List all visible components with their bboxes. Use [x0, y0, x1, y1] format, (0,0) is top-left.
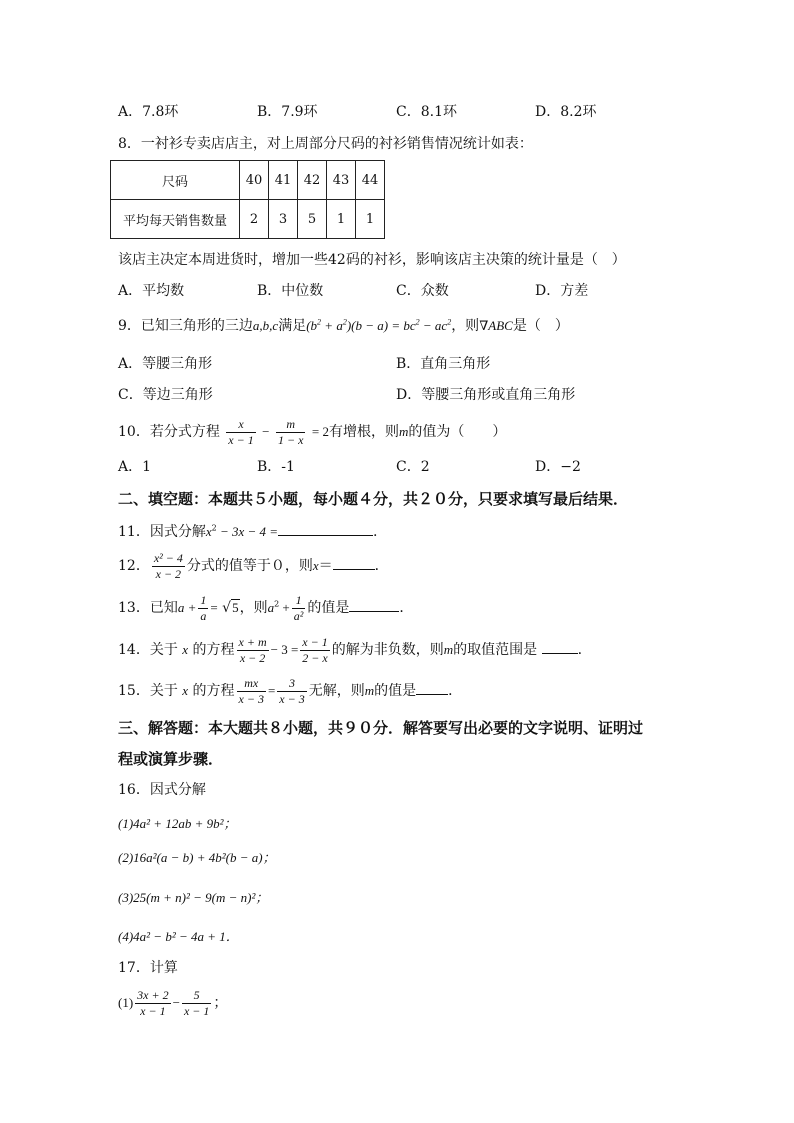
q12-fraction [152, 551, 185, 582]
q13-fraction-2 [292, 593, 306, 624]
q15-end: ． [448, 683, 463, 699]
q9-option-c[interactable]: C．等边三角形 [118, 387, 213, 403]
q8-stem: 8．一衬衫专卖店店主，对上周部分尺码的衬衫销售情况统计如表： [118, 136, 533, 152]
table-head-size: 尺码 [111, 161, 240, 200]
frac-den: 2 − x [302, 650, 328, 665]
frac-num: 3 [277, 676, 306, 692]
frac-den: 1 − x [277, 432, 304, 447]
q11-end: . [373, 524, 378, 540]
q9-mid: 满足 [278, 318, 307, 334]
section-2-heading: 二、填空题：本题共５小题，每小题４分，共２０分，只要求填写最后结果． [118, 490, 629, 508]
q16-title: 16．因式分解 [118, 782, 206, 798]
section-3-heading-line2: 程或演算步骤． [118, 750, 224, 768]
q13-eq: = [210, 600, 218, 615]
q8-option-d[interactable]: D．方差 [535, 283, 589, 299]
q16-part-4: (4)4a² − b² − 4a + 1． [118, 929, 239, 944]
q14-end: . [577, 642, 583, 658]
q9-eq-part: (b [306, 318, 318, 333]
q15-fraction-2 [277, 676, 306, 707]
q10-option-c[interactable]: C．2 [396, 459, 430, 475]
frac-den: a² [293, 608, 304, 623]
q15-text2: 无解，则 [308, 683, 365, 699]
q17-minus: − [172, 995, 180, 1010]
size-cell: 40 [240, 161, 269, 200]
q10-option-d[interactable]: D．−2 [535, 459, 581, 475]
count-cell: 5 [298, 200, 327, 239]
q8-size-table [110, 160, 385, 239]
q8-option-b[interactable]: B．中位数 [257, 283, 324, 299]
q12-text: 分式的值等于０，则 [186, 558, 313, 574]
frac-den: x − 1 [140, 1003, 166, 1018]
frac-den: x − 3 [279, 691, 305, 706]
frac-den: x − 2 [155, 566, 182, 581]
q9-option-a[interactable]: A．等腰三角形 [118, 356, 213, 372]
q17-title: 17．计算 [118, 960, 178, 976]
q9-vars: a,b,c [252, 318, 279, 333]
q10-fraction-2 [276, 417, 305, 448]
q7-option-c[interactable]: C．8.1环 [396, 104, 457, 120]
section-3-heading-line1: 三、解答题：本大题共８小题，共９０分．解答要写出必要的文字说明、证明过 [118, 719, 644, 737]
q12-var-x: x [312, 558, 319, 573]
q9-eq-part: + a [321, 318, 343, 333]
q13-fraction-1 [198, 593, 208, 624]
q7-option-a[interactable]: A．7.8环 [118, 104, 179, 120]
q14-fraction-2 [300, 635, 329, 666]
q13: 13．已知a + $\frac{1}{a}$ = √5，则$a^2$ + $\frac{1}{\text{a²}}$ 的值是 ． [118, 592, 414, 623]
q13-plus: + [279, 600, 290, 615]
q9-end-prefix: ，则 [451, 318, 480, 334]
size-cell: 42 [298, 161, 327, 200]
q13-end: 的值是 [307, 600, 350, 616]
q17-part-1 [118, 985, 227, 1021]
q17-p1-prefix: (1) [118, 995, 134, 1010]
count-cell: 1 [356, 200, 385, 239]
frac-num: x − 1 [302, 634, 328, 649]
frac-den: x − 2 [239, 650, 266, 665]
q15-prefix: 15．关于 [118, 683, 178, 699]
q15-eq: = [267, 683, 276, 698]
q13-answer-blank[interactable] [349, 597, 399, 612]
q7-option-b[interactable]: B．7.9环 [257, 104, 318, 120]
q9-option-b[interactable]: B．直角三角形 [396, 356, 491, 372]
q16-part-1: (1)4a² + 12ab + 9b²； [118, 816, 237, 831]
size-cell: 44 [356, 161, 385, 200]
q12-end: ． [374, 558, 389, 574]
count-cell: 3 [269, 200, 298, 239]
q15 [118, 673, 462, 709]
q9-prefix: 9．已知三角形的三边 [118, 318, 253, 334]
frac-num: 5 [182, 988, 211, 1004]
q10-stem [118, 414, 506, 450]
q10-fraction-1 [226, 417, 255, 448]
q11-prefix: 11．因式分解 [118, 524, 206, 540]
q15-answer-blank[interactable] [416, 680, 448, 695]
q14-text3: 的取值范围是 [453, 642, 538, 658]
frac-num: x² − 4 [153, 550, 183, 565]
q14-answer-blank[interactable] [542, 639, 578, 654]
count-cell: 1 [327, 200, 356, 239]
q9-option-d[interactable]: D．等腰三角形或直角三角形 [396, 387, 576, 403]
q13-expr: a + [177, 600, 197, 615]
q13-prefix: 13．已知 [118, 600, 178, 616]
frac-num: 1 [292, 593, 306, 609]
count-cell: 2 [240, 200, 269, 239]
q13-mid: ，则 [239, 600, 268, 616]
q14-prefix: 14．关于 [118, 642, 178, 658]
q10-suffix2: 的值为（ ） [408, 424, 507, 440]
q10-option-b[interactable]: B．-1 [257, 459, 295, 475]
q11-expr: − 3x − 4 = [216, 524, 279, 539]
q11-answer-blank[interactable] [278, 521, 373, 536]
q15-text1: 的方程 [192, 683, 235, 699]
q10-prefix: 10．若分式方程 [118, 424, 220, 440]
frac-num: 1 [200, 592, 207, 607]
q14-minus3: − 3 = [270, 642, 299, 657]
q9-equation: $(b^2 + a^2)(b - a) = bc^2 - ac^2$ [306, 317, 452, 333]
frac-den: x − 1 [228, 432, 254, 447]
q9-triangle: ∇ABC [479, 318, 513, 333]
q13-period: ． [399, 600, 414, 616]
q16-part-2: (2)16a²(a − b) + 4b²(b − a)； [118, 850, 276, 865]
q14-var-m: m [443, 642, 454, 657]
q17-fraction-2 [182, 988, 211, 1019]
q11-expr: x [205, 524, 212, 539]
frac-den: x − 1 [183, 1003, 210, 1018]
q8-option-a[interactable]: A．平均数 [118, 283, 185, 299]
q12-eq: ＝ [318, 558, 333, 574]
size-cell: 41 [269, 161, 298, 200]
frac-num: x + m [238, 634, 267, 649]
frac-num: m [276, 417, 305, 433]
q15-text3: 的值是 [374, 683, 417, 699]
q14-fraction-1 [237, 635, 269, 666]
q8-option-c[interactable]: C．众数 [396, 283, 449, 299]
q12-prefix: 12． [118, 558, 150, 574]
q13-sqrt: 5 [232, 600, 239, 615]
q15-var-m: m [364, 683, 375, 698]
frac-num: x [226, 417, 255, 433]
frac-den: a [200, 608, 207, 623]
table-head-count: 平均每天销售数量 [111, 200, 240, 239]
q17-end: ； [213, 995, 228, 1011]
q12-answer-blank[interactable] [333, 555, 375, 570]
q9-end: 是（ ） [512, 318, 569, 334]
frac-num: 3x + 2 [137, 987, 169, 1002]
q9-stem [118, 316, 569, 336]
q14-var-x: x [182, 642, 189, 657]
q14 [118, 632, 582, 668]
q10-suffix1: 有增根，则 [328, 424, 399, 440]
q17-fraction-1 [135, 988, 170, 1019]
q12 [118, 548, 389, 584]
q11: 11．因式分解$x^2 - 3x - 4$ = . [118, 521, 378, 542]
q10-minus: − [262, 424, 270, 439]
frac-den: x − 3 [238, 691, 264, 706]
q13-expr: a [267, 600, 275, 615]
q16-part-3: (3)25(m + n)² − 9(m − n)²； [118, 890, 269, 905]
q10-var-m: m [398, 424, 409, 439]
q9-eq-part: − ac [419, 318, 448, 333]
q8-question: 该店主决定本周进货时，增加一些42码的衬衫，影响该店主决策的统计量是（ ） [118, 252, 626, 268]
q14-text2: 的解为非负数，则 [331, 642, 444, 658]
q10-option-a[interactable]: A．1 [118, 459, 152, 475]
frac-num: mx [237, 676, 266, 692]
size-cell: 43 [327, 161, 356, 200]
q15-fraction-1 [237, 676, 266, 707]
q10-eq: = 2 [311, 424, 329, 439]
q15-var-x: x [182, 683, 189, 698]
q9-eq-part: )(b − a) = bc [346, 318, 416, 333]
q7-option-d[interactable]: D．8.2环 [535, 104, 597, 120]
q14-text1: 的方程 [192, 642, 235, 658]
